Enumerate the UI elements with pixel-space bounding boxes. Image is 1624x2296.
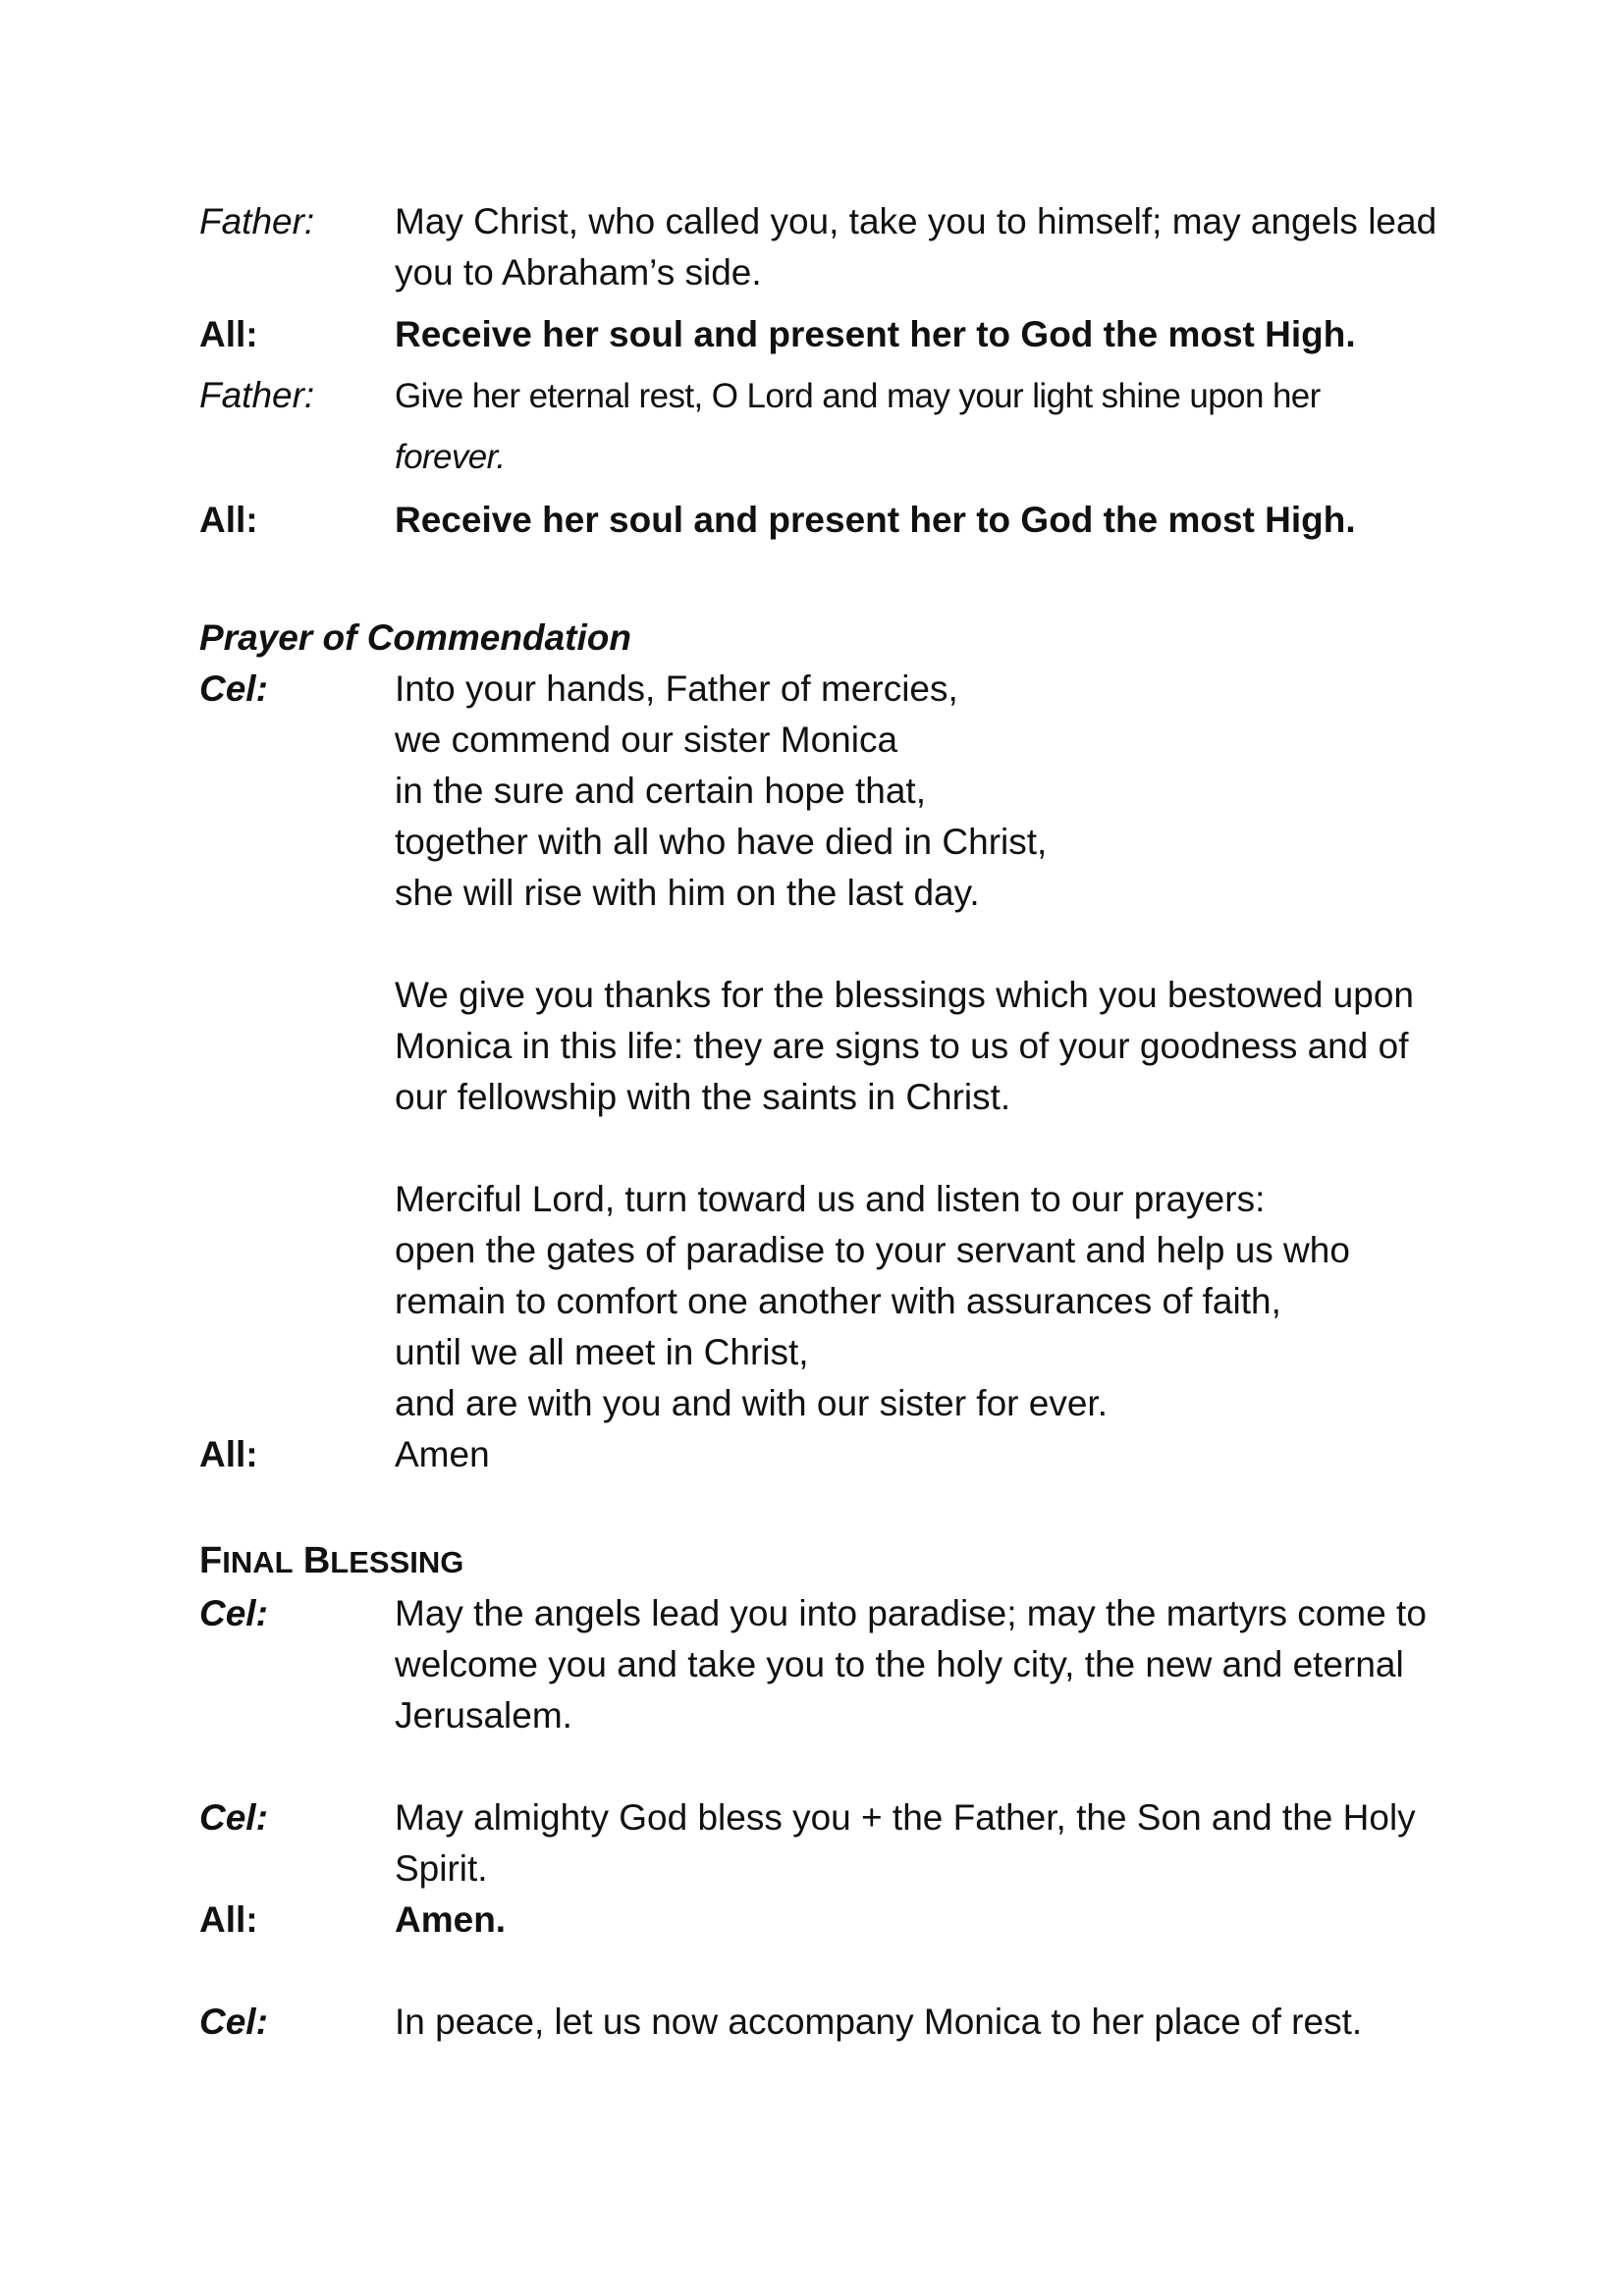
text-line: together with all who have died in Christ, (395, 822, 1048, 862)
text-line: May almighty God bless you + the Father, the Son and the Holy (395, 1797, 1416, 1838)
commendation-response (395, 1429, 1514, 1480)
text-line: Give her eternal rest, O Lord and may your light shine upon her (395, 377, 1321, 415)
text-line: Amen (395, 1434, 490, 1474)
text-line: open the gates of paradise to your servant and help us who (395, 1230, 1350, 1270)
row-text (395, 1997, 1514, 2048)
text-line: in the sure and certain hope that, (395, 771, 926, 811)
text-line: We give you thanks for the blessings which you bestowed upon (395, 975, 1414, 1015)
text-line: Monica in this life: they are signs to us of your goodness and of (395, 1026, 1409, 1066)
text-line: our fellowship with the saints in Christ. (395, 1077, 1011, 1117)
text-line: forever. (395, 438, 506, 476)
text-line: Merciful Lord, turn toward us and listen to our prayers: (395, 1179, 1266, 1219)
commendation-paragraph-1 (395, 664, 1514, 919)
heading-initial: F (199, 1540, 223, 1581)
heading-rest: INAL (222, 1545, 294, 1579)
text-line: and are with you and with our sister for ever. (395, 1383, 1108, 1423)
row-text (395, 196, 1514, 298)
row-text (395, 366, 1514, 488)
text-line: Jerusalem. (395, 1695, 572, 1735)
commendation-heading: Prayer of Commendation (199, 617, 631, 658)
speaker-label: All: (199, 1434, 258, 1474)
commendation-paragraph-2 (395, 970, 1514, 1123)
text-line: you to Abraham’s side. (395, 252, 762, 293)
row-text (395, 1792, 1514, 1895)
speaker-label: Father: (199, 375, 315, 415)
speaker-label: All: (199, 1899, 258, 1940)
text-line: Spirit. (395, 1848, 488, 1889)
text-line: Amen. (395, 1899, 507, 1940)
speaker-label: All: (199, 500, 258, 540)
speaker-label: Cel: (199, 1797, 268, 1838)
text-line: Into your hands, Father of mercies, (395, 668, 958, 709)
commendation-paragraph-3 (395, 1174, 1514, 1429)
speaker-label: Cel: (199, 2002, 268, 2042)
speaker-label: Cel: (199, 668, 268, 709)
row-text (395, 495, 1514, 546)
speaker-label: Cel: (199, 1593, 268, 1633)
text-line: welcome you and take you to the holy city, the new and eternal (395, 1644, 1404, 1684)
heading-initial: B (302, 1540, 331, 1581)
text-line: she will rise with him on the last day. (395, 873, 980, 913)
text-line: May the angels lead you into paradise; may the martyrs come to (395, 1593, 1427, 1633)
text-line: Receive her soul and present her to God the most High. (395, 314, 1356, 354)
heading-rest: LESSING (330, 1545, 464, 1579)
text-line: Receive her soul and present her to God the most High. (395, 500, 1356, 540)
row-text (395, 1895, 1514, 1946)
speaker-label: All: (199, 314, 258, 354)
final-blessing-heading (199, 1535, 463, 1588)
text-line: we commend our sister Monica (395, 720, 898, 760)
text-line: May Christ, who called you, take you to himself; may angels lead (395, 201, 1437, 241)
text-line: In peace, let us now accompany Monica to her place of rest. (395, 2002, 1363, 2042)
text-line: remain to comfort one another with assurances of faith, (395, 1281, 1281, 1321)
row-text (395, 1588, 1514, 1741)
speaker-label: Father: (199, 201, 315, 241)
row-text (395, 309, 1514, 360)
text-line: until we all meet in Christ, (395, 1332, 809, 1372)
